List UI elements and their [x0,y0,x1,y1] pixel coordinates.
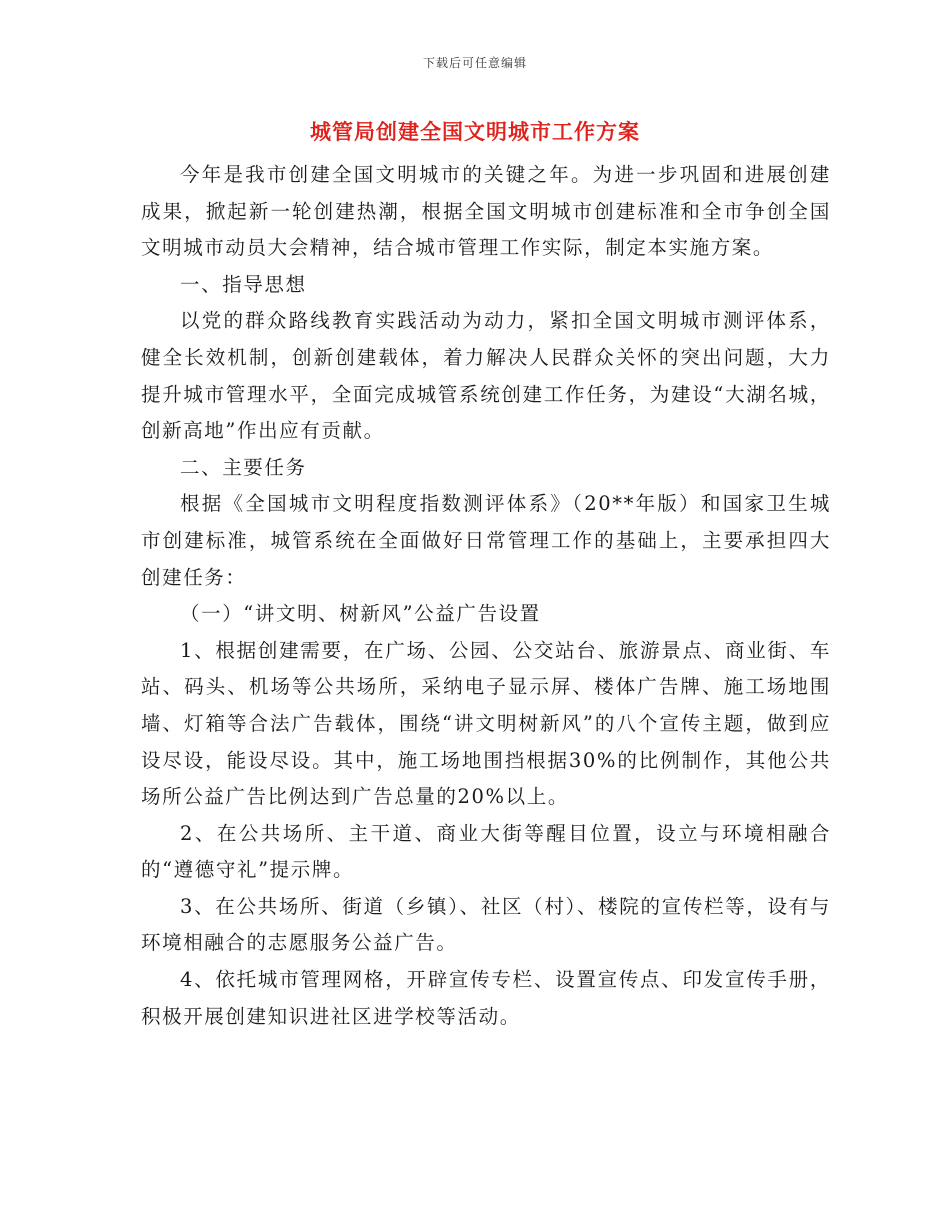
paragraph-task-4: 4、依托城市管理网格，开辟宣传专栏、设置宣传点、印发宣传手册，积极开展创建知识进社区进学校等活动。 [141,968,831,1028]
section-heading-main-tasks: 二、主要任务 [180,455,307,479]
document-body [141,157,831,1035]
paragraph-task-2: 2、在公共场所、主干道、商业大街等醒目位置，设立与环境相融合的“遵德守礼”提示牌。 [141,821,831,882]
section-heading-guiding-thought: 一、指导思想 [180,272,307,296]
paragraph-guiding-thought: 以党的群众路线教育实践活动为动力，紧扣全国文明城市测评体系，健全长效机制，创新创建载体，着力解决人民群众关怀的突出问题，大力提升城市管理水平，全面完成城管系统创建工作任务，为建设“大湖名城，创新高地”作出应有贡献。 [141,309,831,443]
header-note: 下载后可任意编辑 [422,56,527,70]
paragraph-main-tasks: 根据《全国城市文明程度指数测评体系》（20**年版）和国家卫生城市创建标准，城管系统在全面做好日常管理工作的基础上，主要承担四大创建任务： [141,492,831,589]
paragraph-task-3: 3、在公共场所、街道（乡镇）、社区（村）、楼院的宣传栏等，设有与环境相融合的志愿服务公益广告。 [141,894,831,955]
subsection-heading-public-ads: （一）“讲文明、树新风”公益广告设置 [180,602,541,626]
paragraph-intro: 今年是我市创建全国文明城市的关键之年。为进一步巩固和进展创建成果，掀起新一轮创建热潮，根据全国文明城市创建标准和全市争创全国文明城市动员大会精神，结合城市管理工作实际，制定本实施方案。 [141,163,831,260]
document-title: 城管局创建全国文明城市工作方案 [310,119,640,144]
paragraph-task-1: 1、根据创建需要，在广场、公园、公交站台、旅游景点、商业街、车站、码头、机场等公共场所，采纳电子显示屏、楼体广告牌、施工场地围墙、灯箱等合法广告载体，围绕“讲文明树新风”的八个宣传主题，做到应设尽设，能设尽设。其中，施工场地围挡根据30%的比例制作，其他公共场所公益广告比例达到广告总量的20%以上。 [141,638,831,809]
